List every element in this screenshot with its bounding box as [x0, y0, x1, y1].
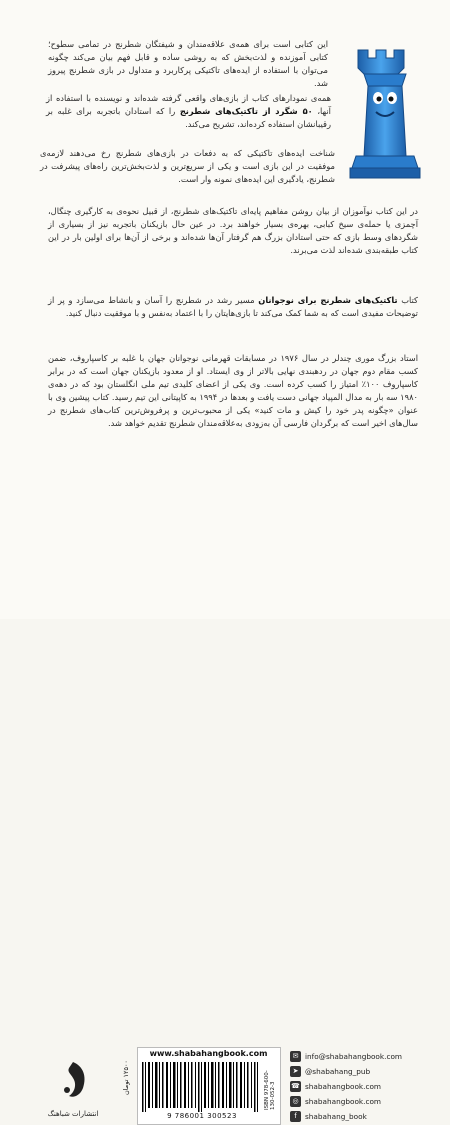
contact-instagram[interactable]: ◎ shabahangbook.com: [290, 1094, 381, 1108]
paragraph-book-title: کتاب تاکتیک‌های شطرنج برای نوجوانان مسیر رشد در شطرنج را آسان و بانشاط می‌سازد و پر از توضیحات مفیدی است که به شما کمک می‌کند تا بازی‌هایتان را با اعتماد به‌نفس و با موفقیت دنبال کنید.: [48, 295, 418, 318]
whatsapp-icon: ☎: [291, 1082, 300, 1090]
contact-email[interactable]: ✉ info@shabahangbook.com: [290, 1049, 402, 1063]
telegram-icon: ➤: [290, 1066, 301, 1077]
contact-telegram[interactable]: ➤ @shabahang_pub: [290, 1064, 370, 1078]
paragraph-author-bio: استاد بزرگ موری چندلر در سال ۱۹۷۶ در مسابقات قهرمانی نوجوانان جهان با غلبه بر کاسپاروف، ضمن کسب مقام دوم جهان در ردهبندی نهایی بالاتر از وی ایستاد. او از معدود بازیکنان جهان است که در برابر کاسپاروف ۱۰۰٪ امتیاز را کسب کرده است. وی یکی از اعضای کلیدی تیم ملی انگلستان بود که در دهه‌ی ۱۹۸۰ سه بار به مدال المپیاد جهانی دست یافت و بعدها در ۱۹۹۴ به کاپیتانی این تیم رسید. کتاب پیشین وی با عنوان «چگونه پدر خود را کیش و مات کنید» یکی از محبوب‌ترین و پرفروش‌ترین کتاب‌های شطرنج در سال‌های اخیر است که برگردان فارسی آن به‌زودی به‌علاقه‌مندان شطرنج تقدیم خواهد شد.: [48, 353, 418, 428]
isbn-label: ISBN 978-600-130-052-3: [264, 1070, 276, 1110]
paragraph-beginners: در این کتاب نوآموزان از بیان روشن مفاهیم پایه‌ای تاکتیک‌های شطرنج، از قبیل نحوه‌ی به کارگیری چنگال، آچمزی یا حمله‌ی سیخ کبابی، بهره‌ی بسیار خواهند برد. در عین حال بازیکنان باتجربه نیز از بسیاری از شگردهای وسط بازی که حتی استادان بزرگ هم گرفتار آن‌ها شده‌اند و برخی از آن‌ها برای اولین بار در این کتاب طبقه‌بندی شده‌اند لذت می‌برند.: [48, 206, 418, 255]
website-url[interactable]: www.shabahangbook.com: [138, 1048, 279, 1060]
rook-mascot-icon: [340, 42, 430, 192]
barcode-icon: [140, 1062, 260, 1112]
paragraph-intro: این کتابی است برای همه‌ی علاقه‌مندان و شیفتگان شطرنج در تمامی سطوح؛ کتابی آموزنده و لذت‌بخش که به روشی ساده و قابل فهم بیان می‌کند چگونه می‌توان با استفاده از ایده‌های تاکتیکی پرکاربرد و متداول در بازی شطرنج پیروز شد.: [48, 39, 328, 88]
facebook-icon: f: [290, 1111, 301, 1122]
email-icon: ✉: [290, 1051, 301, 1062]
footer: [0, 520, 450, 1121]
contact-whatsapp[interactable]: ☎ shabahangbook.com: [291, 1081, 382, 1091]
barcode-number: 9 786001 300523: [167, 1112, 237, 1120]
bold-phrase: تاکتیک‌های شطرنج برای نوجوانان: [258, 295, 398, 305]
instagram-icon: ◎: [290, 1096, 301, 1107]
bold-phrase: ۵۰ شگرد از تاکتیک‌های شطرنج: [179, 106, 313, 116]
publisher-name: انتشارات شباهنگ: [47, 1110, 99, 1118]
price-label: ۱۲۵۰۰ تومان: [122, 1060, 130, 1095]
publisher-logo-icon: [55, 1060, 91, 1100]
paragraph-ideas: شناخت ایده‌های تاکتیکی که به دفعات در بازی‌های شطرنج رخ می‌دهند لازمه‌ی موفقیت در این بازی است و یکی از سریع‌ترین و لذت‌بخش‌ترین راه‌های پیشرفت در شطرنج، یادگیری این ایده‌های نمونه وار است.: [40, 148, 335, 184]
contact-facebook[interactable]: f shabahang_book: [290, 1109, 367, 1123]
paragraph-diagrams: همه‌ی نمودارهای کتاب از بازی‌های واقعی گرفته شده‌اند و نویسنده با استفاده از آنها، ۵۰ شگرد از تاکتیک‌های شطرنج را که استادان باتجربه برای غلبه بر رقیبانشان استفاده کرده‌اند، تشریح می‌کند.: [46, 93, 331, 129]
